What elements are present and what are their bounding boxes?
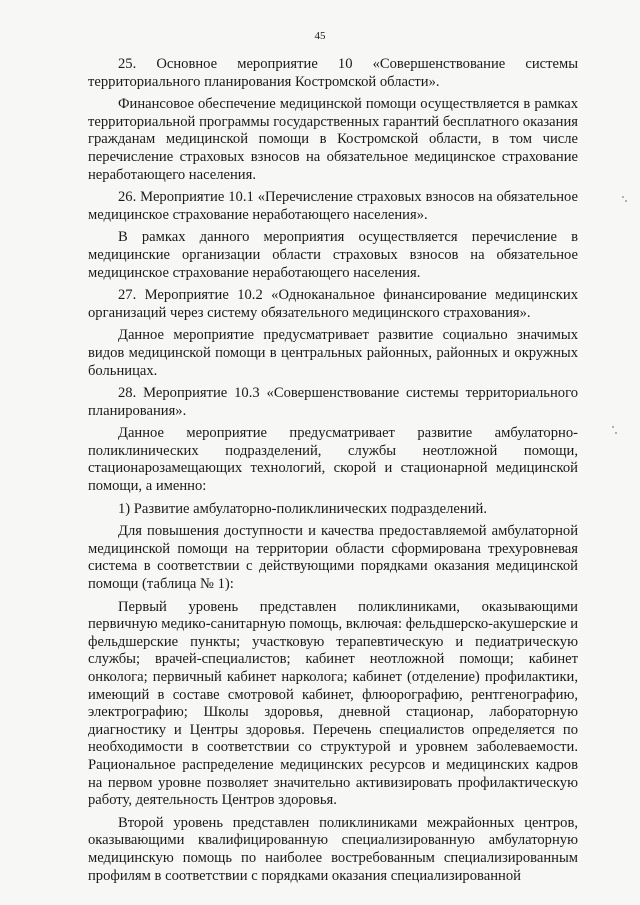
paragraph-28-heading: 28. Мероприятие 10.3 «Совершенствование системы территориального планирования». [88, 385, 578, 419]
list-item-1: 1) Развитие амбулаторно-поликлинических подразделений. [118, 500, 487, 517]
scan-speck [615, 432, 617, 434]
paragraph-insurance-transfer: В рамках данного мероприятия осуществляется перечисление в медицинские организации области страховых взносов на обязательное медицинское страхование неработающего населения. [88, 229, 578, 281]
paragraph-second-level: Второй уровень представлен поликлиниками межрайонных центров, оказывающими квалифицированную специализированную амбулаторную медицинскую помощь по наиболее востребованным специализированным профилям в соответствии с порядками оказания специализированной [88, 814, 578, 884]
paragraph-development-intro: Данное мероприятие предусматривает развитие амбулаторно-поликлинических подразделений, службы неотложной помощи, стационарозамещающих технологий, скорой и стационарной медицинской помощи, а именно: [88, 425, 578, 495]
scan-speck [622, 196, 624, 198]
scan-speck [612, 426, 614, 428]
paragraph-social-care: Данное мероприятие предусматривает развитие социально значимых видов медицинской помощи в центральных районных, районных и окружных больницах. [88, 327, 578, 379]
paragraph-financing: Финансовое обеспечение медицинской помощи осуществляется в рамках территориальной программы государственных гарантий бесплатного оказания гражданам медицинской помощи в Костромской области, в том числе перечисление страховых взносов на обязательное медицинское страхование неработающего населения. [88, 96, 578, 183]
scan-speck [625, 200, 627, 202]
page-number: 45 [314, 30, 326, 42]
document-body [88, 56, 578, 890]
paragraph-first-level: Первый уровень представлен поликлиниками, оказывающими первичную медико-санитарную помощь, включая: фельдшерско-акушерские и фельдшерские пункты; участковую терапевтическую и педиатрическую службы; врачей-специалистов; кабинет неотложной помощи; кабинет онколога; первичный кабинет нарколога; кабинет (отделение) профилактики, имеющий в составе смотровой кабинет, флюорографию, рентгенографию, электрографию; Школы здоровья, дневной стационар, лабораторную диагностику и Центры здоровья. Перечень специалистов определяется по необходимости в соответствии со структурой и уровнем заболеваемости. Рациональное распределение медицинских ресурсов и медицинских кадров на первом уровне позволяет значительно активизировать профилактическую работу, деятельность Центров здоровья. [88, 598, 578, 809]
paragraph-three-level-system: Для повышения доступности и качества предоставляемой амбулаторной медицинской помощи на территории области сформирована трехуровневая система в соответствии с действующими порядками оказания медицинской помощи (таблица № 1): [88, 523, 578, 593]
paragraph-27-heading: 27. Мероприятие 10.2 «Одноканальное финансирование медицинских организаций через систему обязательного медицинского страхования». [88, 287, 578, 321]
paragraph-26-heading: 26. Мероприятие 10.1 «Перечисление страховых взносов на обязательное медицинское страхование неработающего населения». [88, 189, 578, 223]
paragraph-25-heading: 25. Основное мероприятие 10 «Совершенствование системы территориального планирования Костромской области». [88, 56, 578, 90]
